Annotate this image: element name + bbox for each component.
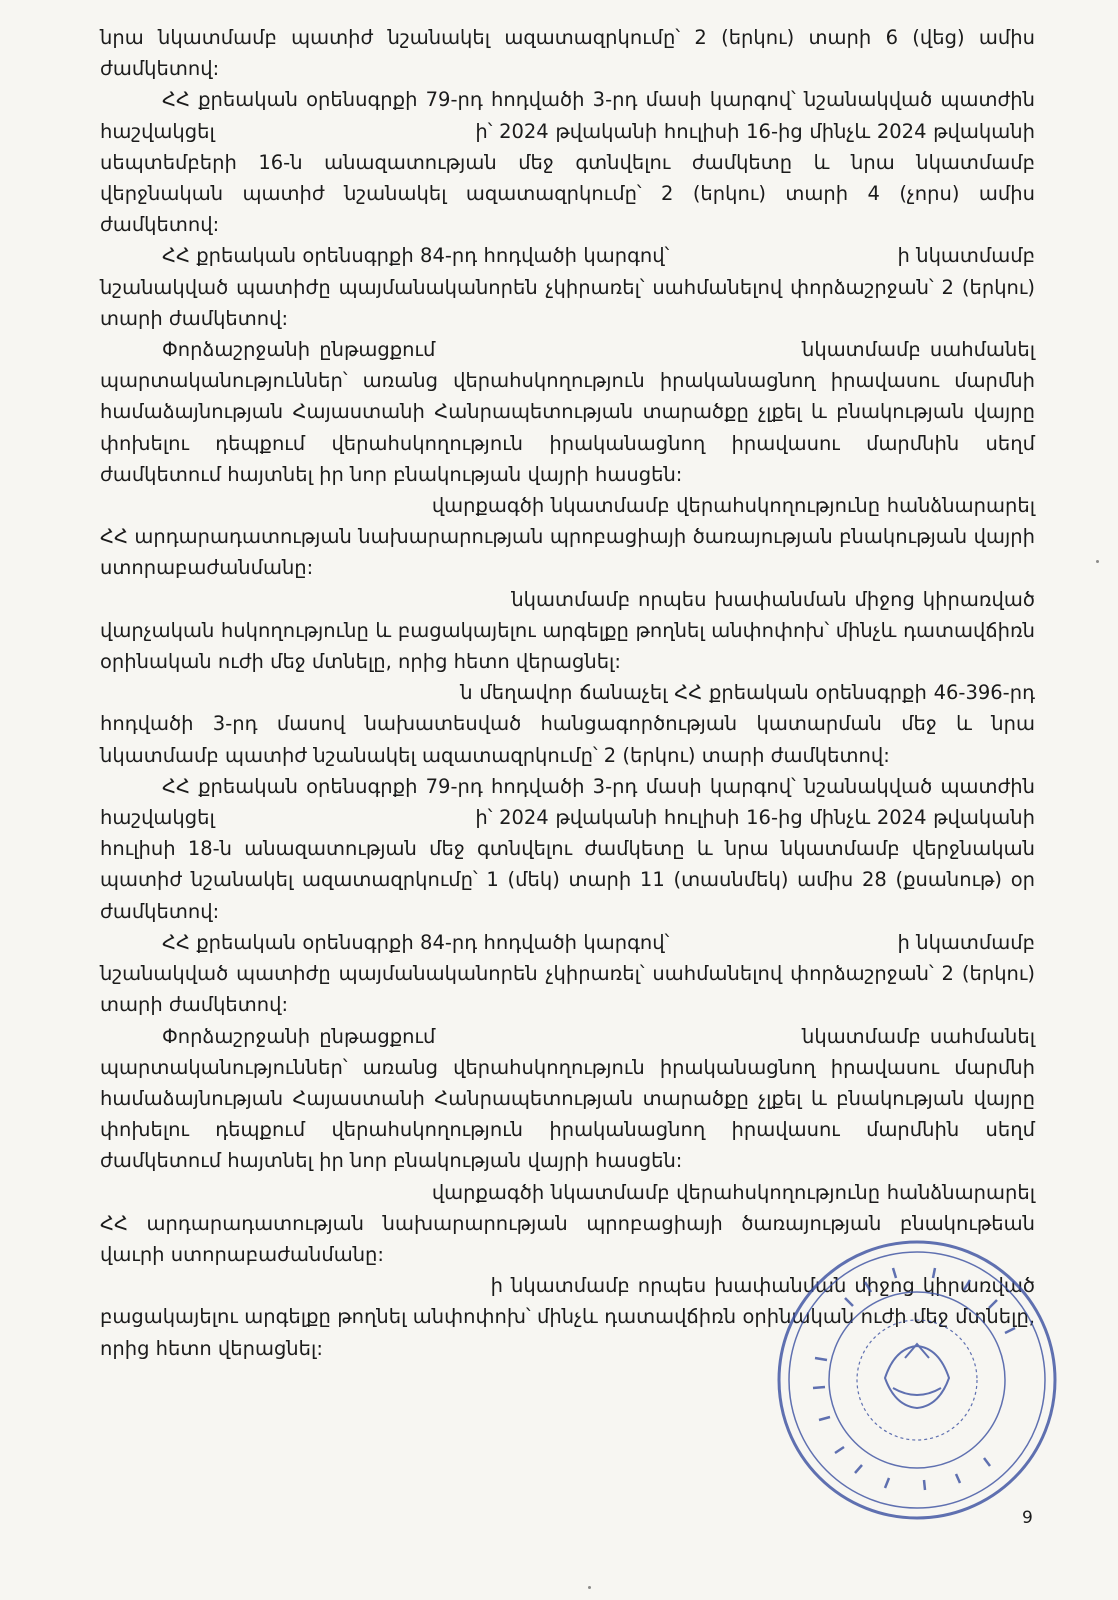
paragraph: ՀՀ քրեական օրենսգրքի 84-րդ հոդվածի կարգով՝ ի նկատմամբ նշանակված պատիժը պայմանականորեն չկիրառել՝ սահմանելով փորձաշրջան՝ 2 (երկու) տարի ժամկետով: — [100, 930, 1042, 1017]
page-number: 9 — [1022, 1508, 1033, 1528]
paragraph: նկատմամբ որպես խափանման միջոց կիրառված վարչական հսկողությունը և բացակայելու արգելքը թողնել անփոփոխ՝ մինչև դատավճիռն օրինական ուժի մեջ մտնելը, որից հետո վերացնել: — [100, 587, 1042, 674]
paragraph: ն մեղավոր ճանաչել ՀՀ քրեական օրենսգրքի 46-396-րդ հոդվածի 3-րդ մասով նախատեսված հանցագործության կատարման մեջ և նրա նկատմամբ պատիժ նշանակել ազատազրկումը՝ 2 (երկու) տարի ժամկետով: — [100, 681, 1042, 767]
paragraph: ՀՀ քրեական օրենսգրքի 79-րդ հոդվածի 3-րդ մասի կարգով՝ նշանակված պատժին հաշվակցել ի՝ 2024 թվականի հուլիսի 16-ից մինչև 2024 թվականի հուլիսի 18-ն անազատության մեջ գտնվելու ժամկետը և նրա նկատմամբ վերջնական պատիժ նշանակել ազատազրկումը՝ 1 (մեկ) տարի 11 (տասնմեկ) ամիս 28 (քսանութ) օր ժամկետով: — [100, 774, 1042, 923]
paragraph: ի նկատմամբ որպես խափանման միջոց կիրառված բացակայելու արգելքը թողնել անփոփոխ՝ մինչև դատավճիռն օրինական ուժի մեջ մտնելը, որից հետո վերացնել: — [100, 1274, 1042, 1360]
paragraph: ՀՀ քրեական օրենսգրքի 79-րդ հոդվածի 3-րդ մասի կարգով՝ նշանակված պատժին հաշվակցել ի՝ 2024 թվականի հուլիսի 16-ից մինչև 2024 թվականի սեպտեմբերի 16-ն անազատության մեջ գտնվելու ժամկետը և նրա նկատմամբ վերջնական պատիժ նշանակել ազատազրկումը՝ 2 (երկու) տարի 4 (չորս) ամիս ժամկետով: — [100, 88, 1042, 237]
scan-speck — [1096, 560, 1099, 563]
paragraph: ՀՀ քրեական օրենսգրքի 84-րդ հոդվածի կարգով՝ ի նկատմամբ նշանակված պատիժը պայմանականորեն չկիրառել՝ սահմանելով փորձաշրջան՝ 2 (երկու) տարի ժամկետով: — [100, 244, 1042, 330]
document-body — [100, 22, 1042, 1364]
paragraph: Փորձաշրջանի ընթացքում նկատմամբ սահմանել պարտականություններ՝ առանց վերահսկողություն իրականացնող իրավասու մարմնի համաձայնության Հայաստանի Հանրապետության տարածքը չլքել և բնակության վայրը փոխելու դեպքում վերահսկողություն իրականացնող իրավասու մարմնին սեղմ ժամկետում հայտնել իր նոր բնակության վայրի հասցեն: — [100, 338, 1042, 486]
paragraph: նրա նկատմամբ պատիժ նշանակել ազատազրկումը՝ 2 (երկու) տարի 6 (վեց) ամիս ժամկետով: — [100, 26, 1042, 81]
official-seal-stamp — [775, 1238, 1060, 1523]
scan-speck — [588, 1586, 591, 1589]
paragraph: Փորձաշրջանի ընթացքում նկատմամբ սահմանել պարտականություններ՝ առանց վերահսկողություն իրականացնող իրավասու մարմնի համաձայնության Հայաստանի Հանրապետության տարածքը չլքել և բնակության վայրը փոխելու դեպքում վերահսկողություն իրականացնող իրավասու մարմնին սեղմ ժամկետում հայտնել իր նոր բնակության վայրի հասցեն: — [100, 1024, 1042, 1173]
paragraph: վարքագծի նկատմամբ վերահսկողությունը հանձնարարել ՀՀ արդարադատության նախարարության պրոբացիայի ծառայության բնակութեան վաւրի ստորաբաժանմանը: — [100, 1180, 1042, 1266]
paragraph: վարքագծի նկատմամբ վերահսկողությունը հանձնարարել ՀՀ արդարադատության նախարարության պրոբացիայի ծառայության բնակության վայրի ստորաբաժանմանը: — [100, 494, 1042, 580]
